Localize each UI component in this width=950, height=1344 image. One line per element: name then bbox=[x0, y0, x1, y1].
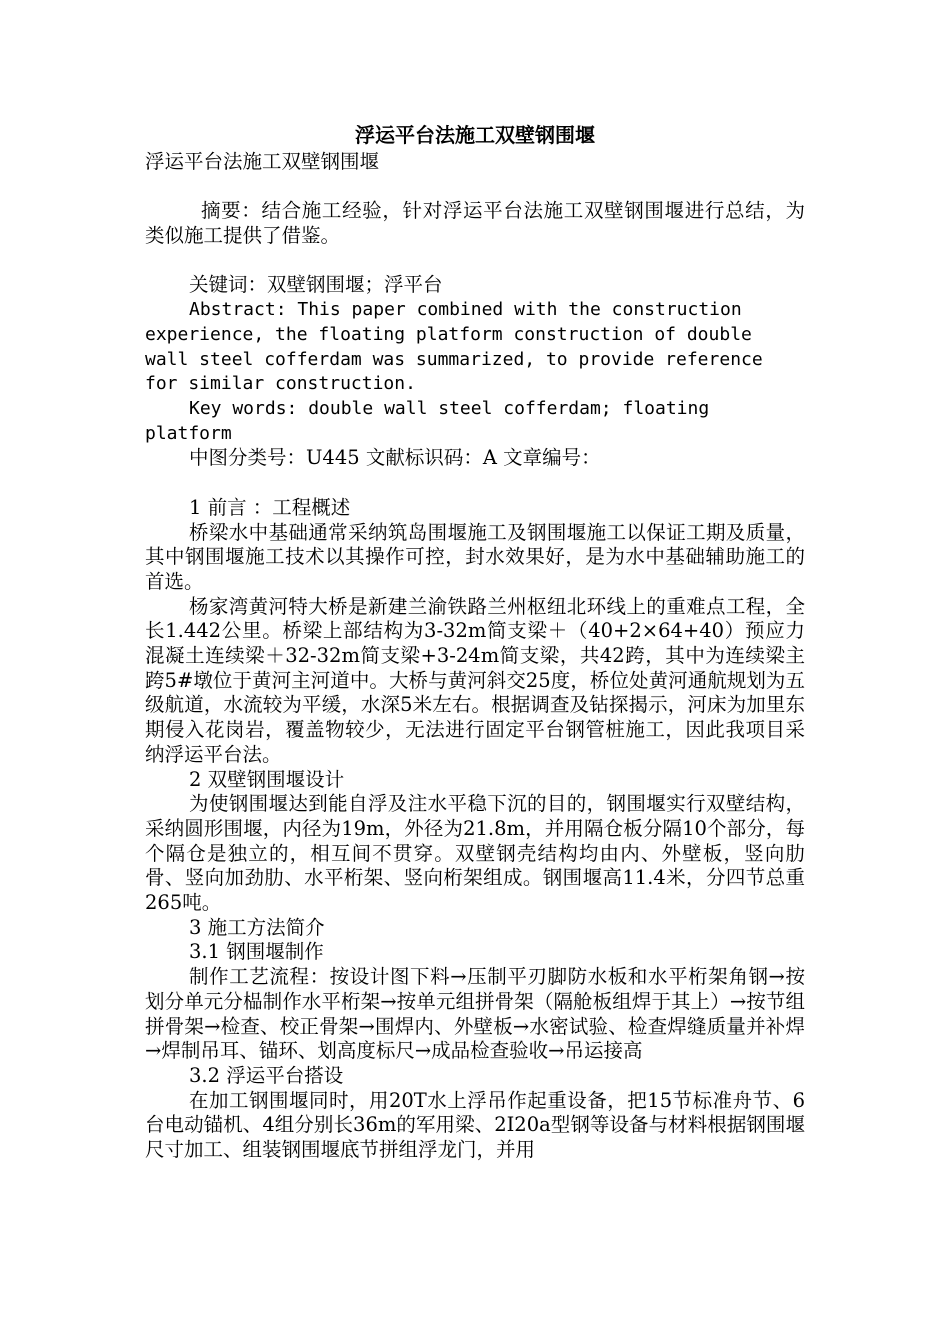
spacer bbox=[145, 249, 805, 274]
spacer bbox=[145, 175, 805, 200]
body-paragraph: 为使钢围堰达到能自浮及注水平稳下沉的目的，钢围堰实行双壁结构，采纳圆形围堰，内径为19m，外径为21.8m，并用隔仓板分隔10个部分，每个隔仓是独立的，相互间不贯穿。双壁钢壳结构均由内、外壁板，竖向肋骨、竖向加劲肋、水平桁架、竖向桁架组成。钢围堰高11.4米，分四节总重265吨。 bbox=[145, 792, 805, 915]
classification-line: 中图分类号：U445 文献标识码：A 文章编号： bbox=[189, 446, 601, 470]
abstract-cn: 摘要：结合施工经验，针对浮运平台法施工双壁钢围堰进行总结，为类似施工提供了借鉴。 bbox=[145, 199, 805, 248]
abstract-en: Abstract: This paper combined with the construction experience, the floating platform construction of double wall steel cofferdam was summarized, to provide reference for similar construction. bbox=[145, 299, 763, 395]
section-heading: 3.2 浮运平台搭设 bbox=[189, 1063, 344, 1087]
keywords-cn: 关键词：双壁钢围堰；浮平台 bbox=[189, 273, 443, 297]
document-page bbox=[145, 120, 805, 1163]
body-paragraph: 制作工艺流程：按设计图下料→压制平刃脚防水板和水平桁架角钢→按划分单元分榀制作水平桁架→按单元组拼骨架（隔舱板组焊于其上）→按节组拼骨架→检查、校正骨架→围焊内、外壁板→水密试验、检查焊缝质量并补焊→焊制吊耳、锚环、划高度标尺→成品检查验收→吊运接高 bbox=[145, 965, 805, 1063]
section-heading: 2 双壁钢围堰设计 bbox=[189, 767, 345, 791]
section-heading: 3.1 钢围堰制作 bbox=[189, 940, 324, 964]
body-paragraph: 杨家湾黄河特大桥是新建兰渝铁路兰州枢纽北环线上的重难点工程，全长1.442公里。桥梁上部结构为3-32m简支梁＋（40+2×64+40）预应力混凝土连续梁＋32-32m简支梁+3-24m简支梁，共42跨，其中为连续梁主跨5#墩位于黄河主河道中。大桥与黄河斜交25度，桥位处黄河通航规划为五级航道，水流较为平缓，水深5米左右。根据调查及钻探揭示，河床为加里东期侵入花岗岩，覆盖物较少，无法进行固定平台钢管桩施工，因此我项目采纳浮运平台法。 bbox=[145, 594, 805, 766]
spacer bbox=[145, 471, 805, 496]
document-subtitle: 浮运平台法施工双壁钢围堰 bbox=[145, 150, 380, 173]
keywords-en: Key words: double wall steel cofferdam; floating platform bbox=[145, 398, 710, 444]
document-title: 浮运平台法施工双壁钢围堰 bbox=[355, 123, 595, 147]
body-paragraph: 桥梁水中基础通常采纳筑岛围堰施工及钢围堰施工以保证工期及质量，其中钢围堰施工技术以其操作可控，封水效果好，是为水中基础辅助施工的首选。 bbox=[145, 520, 805, 593]
section-heading: 1 前言 ：工程概述 bbox=[189, 495, 351, 519]
body-paragraph: 在加工钢围堰同时，用20T水上浮吊作起重设备，把15节标准舟节、6台电动锚机、4组分别长36m的军用梁、2I20a型钢等设备与材料根据钢围堰尺寸加工、组装钢围堰底节拼组浮龙门，并用 bbox=[145, 1088, 805, 1162]
section-heading: 3 施工方法简介 bbox=[189, 915, 325, 939]
